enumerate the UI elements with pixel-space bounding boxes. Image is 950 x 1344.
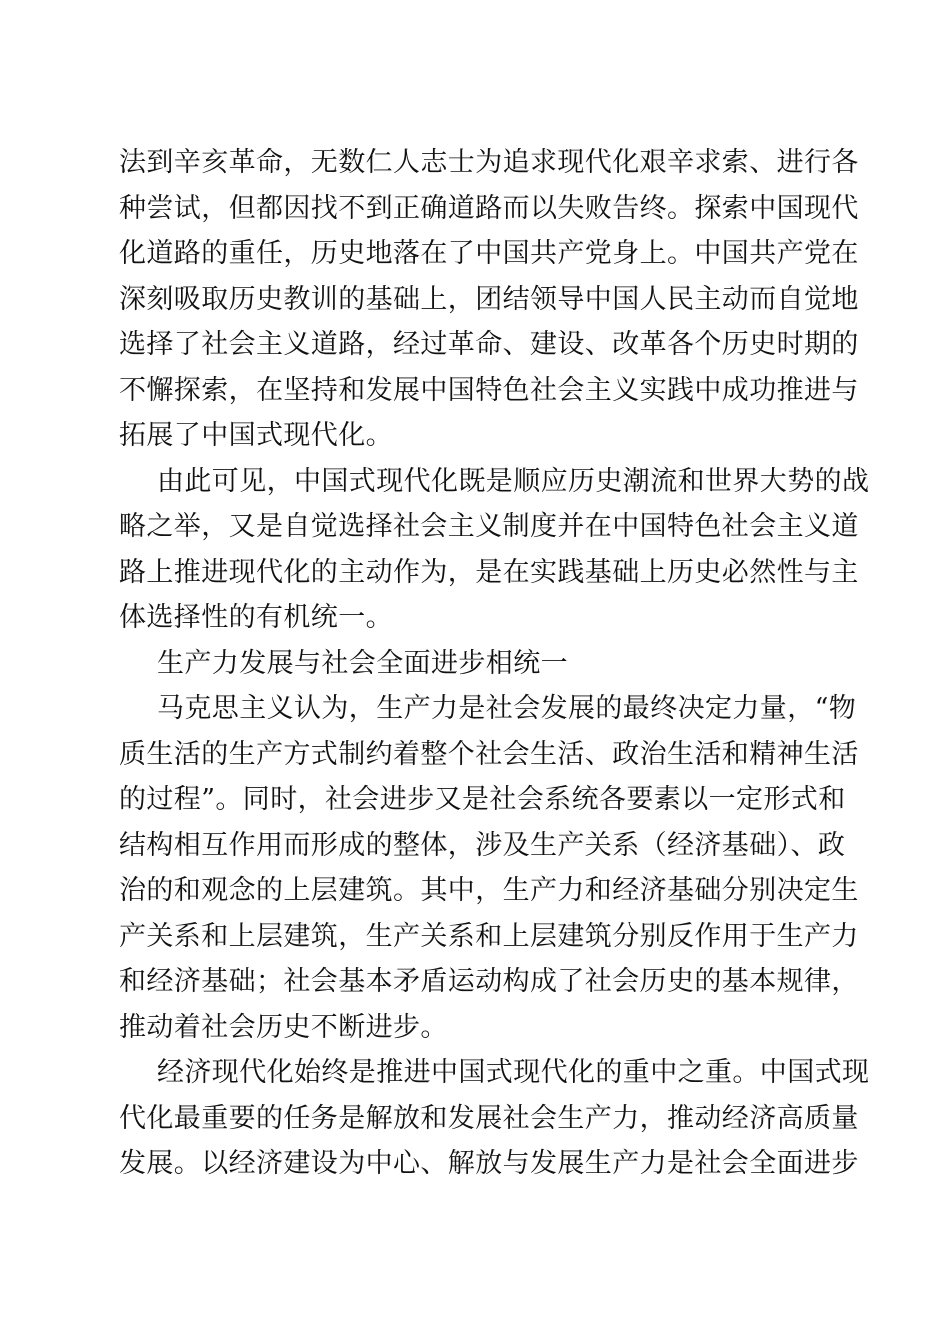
text-line: 和经济基础；社会基本矛盾运动构成了社会历史的基本规律，: [119, 966, 859, 997]
text-line: 的过程”。同时，社会进步又是社会系统各要素以一定形式和: [119, 784, 846, 815]
text-line: 发展。以经济建设为中心、解放与发展生产力是社会全面进步: [119, 1148, 859, 1179]
text-line: 路上推进现代化的主动作为，是在实践基础上历史必然性与主: [119, 556, 859, 588]
text-line: 生产力发展与社会全面进步相统一: [157, 647, 568, 679]
text-line: 产关系和上层建筑，生产关系和上层建筑分别反作用于生产力: [119, 920, 859, 952]
text-line: 推动着社会历史不断进步。: [119, 1011, 448, 1043]
text-line: 马克思主义认为，生产力是社会发展的最终决定力量，“物: [157, 693, 857, 724]
text-line: 代化最重要的任务是解放和发展社会生产力，推动经济高质量: [119, 1102, 859, 1134]
text-line: 结构相互作用而形成的整体，涉及生产关系（经济基础）、政: [119, 829, 846, 861]
body-text: [119, 140, 870, 1187]
text-line: 拓展了中国式现代化。: [119, 420, 393, 451]
text-line: 由此可见，中国式现代化既是顺应历史潮流和世界大势的战: [157, 465, 870, 497]
text-line: 质生活的生产方式制约着整个社会生活、政治生活和精神生活: [119, 738, 859, 770]
text-line: 不懈探索，在坚持和发展中国特色社会主义实践中成功推进与: [119, 374, 859, 406]
text-line: 种尝试，但都因找不到正确道路而以失败告终。探索中国现代: [119, 192, 859, 224]
text-line: 深刻吸取历史教训的基础上，团结领导中国人民主动而自觉地: [119, 283, 859, 315]
text-line: 体选择性的有机统一。: [119, 602, 393, 633]
text-line: 略之举，又是自觉选择社会主义制度并在中国特色社会主义道: [119, 511, 859, 542]
text-line: 化道路的重任，历史地落在了中国共产党身上。中国共产党在: [119, 238, 859, 269]
text-line: 选择了社会主义道路，经过革命、建设、改革各个历史时期的: [119, 329, 859, 360]
text-line: 经济现代化始终是推进中国式现代化的重中之重。中国式现: [157, 1057, 870, 1088]
text-line: 治的和观念的上层建筑。其中，生产力和经济基础分别决定生: [119, 875, 859, 906]
text-line: 法到辛亥革命，无数仁人志士为追求现代化艰辛求索、进行各: [119, 147, 859, 178]
